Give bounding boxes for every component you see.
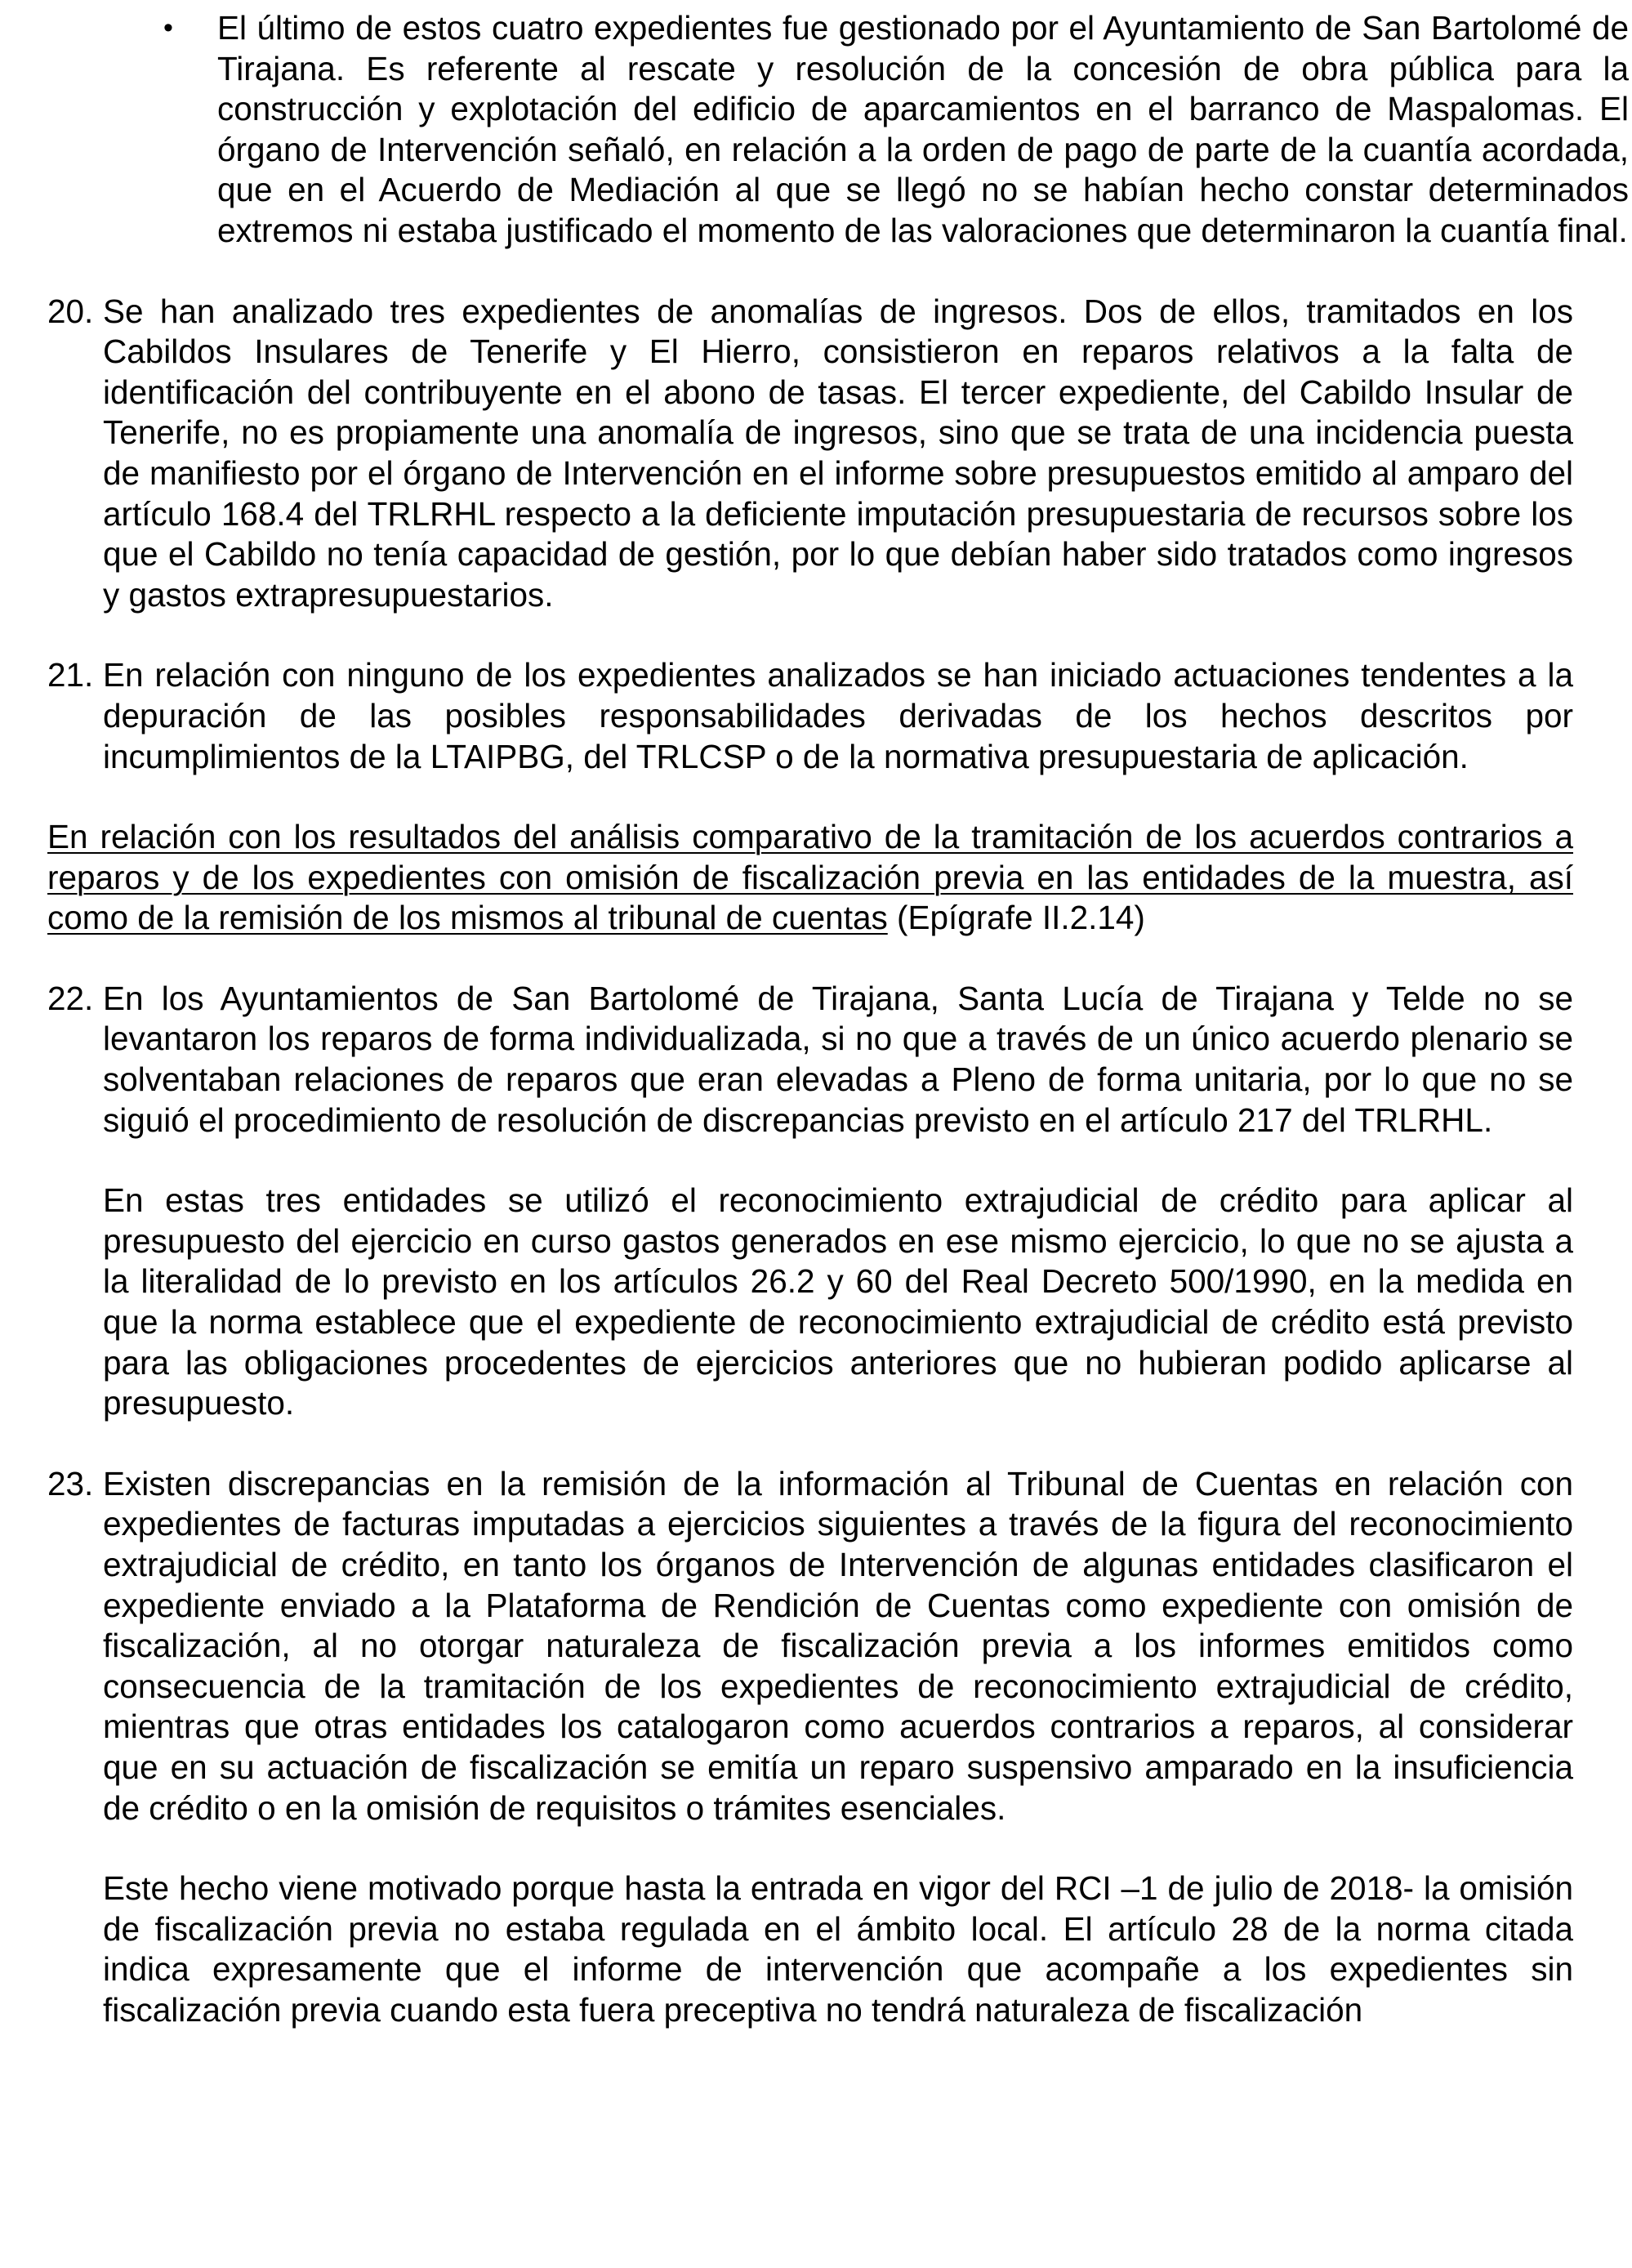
item-number: 21. [47, 656, 94, 694]
item-number: 20. [47, 292, 94, 330]
item-number: 22. [47, 979, 94, 1017]
item-22-continuation: En estas tres entidades se utilizó el reconocimiento extrajudicial de crédito para aplicar al presupuesto del ejercicio en curso gastos generados en ese mismo ejercicio, lo que no se ajusta a la literalidad de lo previsto en los artículos 26.2 y 60 del Real Decreto 500/1990, en la medida en que la norma establece que el expediente de reconocimiento extrajudicial de crédito está previsto para las obligaciones procedentes de ejercicios anteriores que no hubieran podido aplicarse al presupuesto. [103, 1181, 1573, 1422]
bullet-paragraph-text: El último de estos cuatro expedientes fue gestionado por el Ayuntamiento de San Bartolomé de Tirajana. Es referente al rescate y resolución de la concesión de obra pública para la construcción y explotación del edificio de aparcamientos en el barranco de Maspalomas. El órgano de Intervención señaló, en relación a la orden de pago de parte de la cuantía acordada, que en el Acuerdo de Mediación al que se llegó no se habían hecho constar determinados extremos ni estaba justificado el momento de las valoraciones que determinaron la cuantía final. [217, 9, 1629, 249]
item-text: En relación con ninguno de los expedientes analizados se han iniciado actuaciones tendentes a la depuración de las posibles responsabilidades derivadas de los hechos descritos por incumplimientos de la LTAIPBG, del TRLCSP o de la normativa presupuestaria de aplicación. [103, 656, 1573, 775]
section-heading-reference: (Epígrafe II.2.14) [897, 899, 1145, 937]
numbered-item-21 [47, 655, 1573, 777]
section-heading-title: En relación con los resultados del análisis comparativo de la tramitación de los acuerdos contrarios a reparos y de los expedientes con omisión de fiscalización previa en las entidades de la muestra, así como de la remisión de los mismos al tribunal de cuentas [47, 818, 1573, 937]
document-page [47, 8, 1629, 2031]
bullet-icon: • [163, 12, 173, 43]
item-text: Se han analizado tres expedientes de anomalías de ingresos. Dos de ellos, tramitados en los Cabildos Insulares de Tenerife y El Hierro, consistieron en reparos relativos a la falta de identificación del contribuyente en el abono de tasas. El tercer expediente, del Cabildo Insular de Tenerife, no es propiamente una anomalía de ingresos, sino que se trata de una incidencia puesta de manifiesto por el órgano de Intervención en el informe sobre presupuestos emitido al amparo del artículo 168.4 del TRLRHL respecto a la deficiente imputación presupuestaria de recursos sobre los que el Cabildo no tenía capacidad de gestión, por lo que debían haber sido tratados como ingresos y gastos extrapresupuestarios. [103, 292, 1573, 614]
item-text: En los Ayuntamientos de San Bartolomé de Tirajana, Santa Lucía de Tirajana y Telde no se levantaron los reparos de forma individualizada, si no que a través de un único acuerdo plenario se solventaban relaciones de reparos que eran elevadas a Pleno de forma unitaria, por lo que no se siguió el procedimiento de resolución de discrepancias previsto en el artículo 217 del TRLRHL. [103, 979, 1573, 1139]
item-text: Existen discrepancias en la remisión de la información al Tribunal de Cuentas en relación con expedientes de facturas imputadas a ejercicios siguientes a través de la figura del reconocimiento extrajudicial de crédito, en tanto los órganos de Intervención de algunas entidades clasificaron el expediente enviado a la Plataforma de Rendición de Cuentas como expediente con omisión de fiscalización, al no otorgar naturaleza de fiscalización previa a los informes emitidos como consecuencia de la tramitación de los expedientes de reconocimiento extrajudicial de crédito, mientras que otras entidades los catalogaron como acuerdos contrarios a reparos, al considerar que en su actuación de fiscalización se emitía un reparo suspensivo amparado en la insuficiencia de crédito o en la omisión de requisitos o trámites esenciales. [103, 1464, 1573, 1827]
item-number: 23. [47, 1464, 94, 1502]
item-23-continuation: Este hecho viene motivado porque hasta la entrada en vigor del RCI –1 de julio de 2018- la omisión de fiscalización previa no estaba regulada en el ámbito local. El artículo 28 de la norma citada indica expresamente que el informe de intervención que acompañe a los expedientes sin fiscalización previa cuando esta fuera preceptiva no tendrá naturaleza de fiscalización [103, 1869, 1573, 2029]
numbered-item-20 [47, 292, 1573, 616]
numbered-item-23 [47, 1464, 1573, 1828]
bullet-paragraph [163, 8, 1629, 252]
numbered-item-22 [47, 979, 1573, 1141]
section-heading [47, 817, 1573, 939]
